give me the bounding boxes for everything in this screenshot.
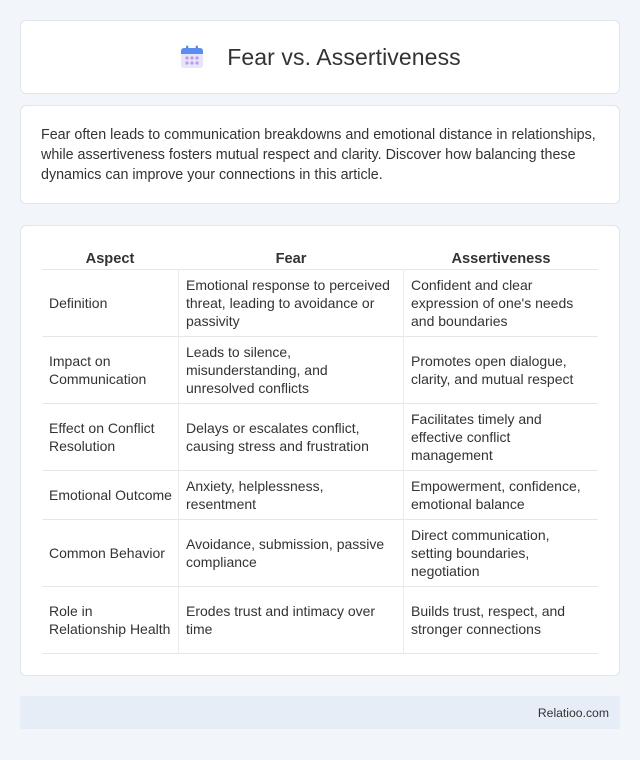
intro-paragraph: Fear often leads to communication breakdowns and emotional distance in relationships, while assertiveness fosters mutual respect and clarity. Discover how balancing these dynamics can improve your connections in this article. xyxy=(41,127,596,183)
cell-aspect: Role in Relationship Health xyxy=(42,587,178,654)
cell-fear: Avoidance, submission, passive compliance xyxy=(178,520,403,587)
cell-fear: Emotional response to perceived threat, leading to avoidance or passivity xyxy=(178,270,403,337)
table-header-row xyxy=(42,246,598,270)
footer xyxy=(20,696,620,729)
table-row xyxy=(42,270,598,337)
cell-assertiveness: Direct communication, setting boundaries, negotiation xyxy=(403,520,598,587)
title-card xyxy=(20,20,620,94)
cell-fear: Anxiety, helplessness, resentment xyxy=(178,471,403,520)
table-row xyxy=(42,337,598,404)
cell-fear: Delays or escalates conflict, causing stress and frustration xyxy=(178,404,403,471)
header-fear: Fear xyxy=(178,246,403,270)
table-row xyxy=(42,587,598,654)
cell-fear: Erodes trust and intimacy over time xyxy=(178,587,403,654)
page-title: Fear vs. Assertiveness xyxy=(227,43,461,70)
header-aspect: Aspect xyxy=(42,246,178,270)
header-assertiveness: Assertiveness xyxy=(403,246,598,270)
cell-aspect: Effect on Conflict Resolution xyxy=(42,404,178,471)
table-row xyxy=(42,404,598,471)
cell-assertiveness: Promotes open dialogue, clarity, and mutual respect xyxy=(403,337,598,404)
cell-assertiveness: Builds trust, respect, and stronger connections xyxy=(403,587,598,654)
cell-fear: Leads to silence, misunderstanding, and unresolved conflicts xyxy=(178,337,403,404)
cell-aspect: Common Behavior xyxy=(42,520,178,587)
comparison-card xyxy=(20,225,620,676)
cell-aspect: Impact on Communication xyxy=(42,337,178,404)
comparison-table xyxy=(42,246,598,654)
calendar-icon xyxy=(179,44,205,70)
footer-site-name: Relatioo.com xyxy=(537,705,609,720)
cell-assertiveness: Empowerment, confidence, emotional balance xyxy=(403,471,598,520)
cell-aspect: Definition xyxy=(42,270,178,337)
cell-aspect: Emotional Outcome xyxy=(42,471,178,520)
intro-card xyxy=(20,105,620,204)
table-row xyxy=(42,520,598,587)
table-row xyxy=(42,471,598,520)
cell-assertiveness: Confident and clear expression of one's needs and boundaries xyxy=(403,270,598,337)
cell-assertiveness: Facilitates timely and effective conflict management xyxy=(403,404,598,471)
